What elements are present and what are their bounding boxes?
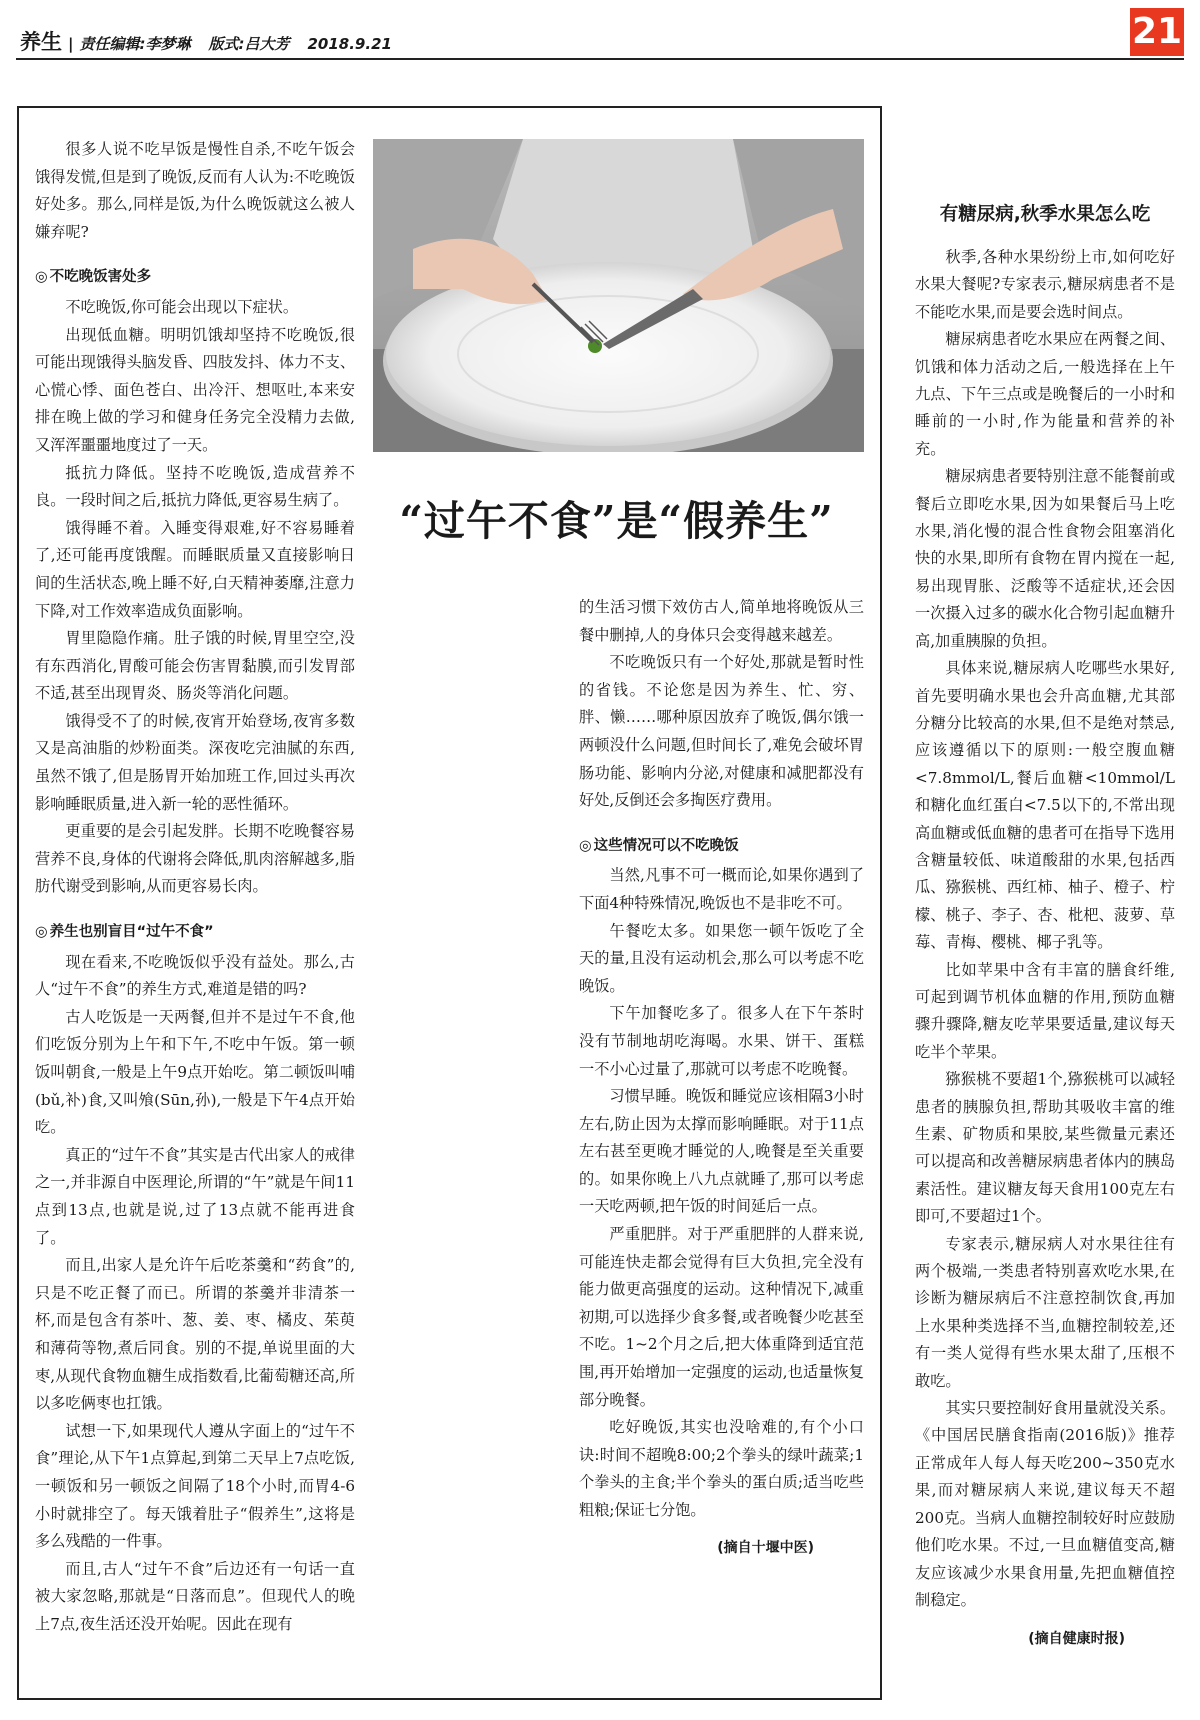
header-info bbox=[20, 26, 392, 56]
paragraph: 专家表示,糖尿病人对水果往往有两个极端,一类患者特别喜欢吃水果,在诊断为糖尿病后不注意控制饮食,再加上水果种类选择不当,血糖控制较差,还有一类人觉得有些水果太甜了,压根不敢吃。 bbox=[915, 1234, 1175, 1390]
paragraph: 古人吃饭是一天两餐,但并不是过午不食,他们吃饭分别为上午和下午,不吃中午饭。第一顿饭叫朝食,一般是上午9点开始吃。第二顿饭叫哺(bǔ,补)食,又叫飧(Sūn,孙),一般是下午4点开始吃。 bbox=[35, 1007, 355, 1137]
side-article-title: 有糖尿病,秋季水果怎么吃 bbox=[939, 204, 1151, 225]
paragraph: 严重肥胖。对于严重肥胖的人群来说,可能连快走都会觉得有巨大负担,完全没有能力做更高强度的运动。这种情况下,减重初期,可以选择少食多餐,或者晚餐少吃甚至不吃。1~2个月之后,把大体重降到适宜范围,再开始增加一定强度的运动,也适量恢复部分晚餐。 bbox=[579, 1225, 864, 1409]
subheading-text: 不吃晚饭害处多 bbox=[49, 269, 152, 286]
headline: “过午不食”是“假养生” bbox=[399, 497, 834, 545]
article-column-left bbox=[35, 136, 355, 1638]
paragraph: 不吃晚饭只有一个好处,那就是暂时性的省钱。不论您是因为养生、忙、穷、胖、懒……哪种原因放弃了晚饭,偶尔饿一两顿没什么问题,但时间长了,难免会破坏胃肠功能、影响内分泌,对健康和减肥都没有好处,反倒还会多掏医疗费用。 bbox=[579, 653, 864, 810]
paragraph: 饿得睡不着。入睡变得艰难,好不容易睡着了,还可能再度饿醒。而睡眠质量又直接影响日间的生活状态,晚上睡不好,白天精神萎靡,注意力下降,对工作效率造成负面影响。 bbox=[35, 518, 355, 620]
paragraph: 糖尿病患者要特别注意不能餐前或餐后立即吃水果,因为如果餐后马上吃水果,消化慢的混合性食物会阻塞消化快的水果,即所有食物在胃内搅在一起,易出现胃胀、泛酸等不适症状,还会因一次摄入过多的碳水化合物引起血糖升高,加重胰腺的负担。 bbox=[915, 467, 1175, 650]
paragraph: 下午加餐吃多了。很多人在下午茶时没有节制地胡吃海喝。水果、饼干、蛋糕一不小心过量了,那就可以考虑不吃晚餐。 bbox=[579, 1004, 864, 1078]
paragraph: 试想一下,如果现代人遵从字面上的“过午不食”理论,从下午1点算起,到第二天早上7点吃饭,一顿饭和另一顿饭之间隔了18个小时,而胃4-6小时就排空了。每天饿着肚子“假养生”,这将是多么残酷的一件事。 bbox=[35, 1421, 355, 1551]
header-separator: | bbox=[68, 35, 74, 53]
paragraph: 其实只要控制好食用量就没关系。《中国居民膳食指南(2016版)》推荐正常成年人每人每天吃200~350克水果,而对糖尿病人来说,建议每天不超200克。当病人血糖控制较好时应鼓励他们吃水果。不过,一旦血糖值变高,糖友应该减少水果食用量,先把血糖值控制稳定。 bbox=[915, 1399, 1175, 1609]
bullet-mark: ◎ bbox=[35, 924, 48, 941]
paragraph: 的生活习惯下效仿古人,简单地将晚饭从三餐中删掉,人的身体只会变得越来越差。 bbox=[579, 598, 864, 644]
paragraph: 现在看来,不吃晚饭似乎没有益处。那么,古人“过午不食”的养生方式,难道是错的吗? bbox=[35, 952, 355, 999]
source-credit: (摘自十堰中医) bbox=[717, 1539, 814, 1556]
paragraph: 不吃晚饭,你可能会出现以下症状。 bbox=[65, 297, 299, 316]
paragraph: 具体来说,糖尿病人吃哪些水果好,首先要明确水果也会升高血糖,尤其部分糖分比较高的水果,但不是绝对禁忌,应该遵循以下的原则:一般空腹血糖<7.8mmol/L,餐后血糖<10mmol/L和糖化血红蛋白<7.5以下的,不常出现高血糖或低血糖的患者可在指导下选用含糖量较低、味道酸甜的水果,包括西瓜、猕猴桃、西红柿、柚子、橙子、柠檬、桃子、李子、杏、枇杷、菠萝、草莓、青梅、樱桃、椰子乳等。 bbox=[915, 659, 1175, 952]
section-name: 养生 bbox=[20, 30, 62, 54]
editor-credit: 责任编辑:李梦琳 bbox=[79, 35, 191, 53]
paragraph: 当然,凡事不可一概而论,如果你遇到了下面4种特殊情况,晚饭也不是非吃不可。 bbox=[579, 866, 864, 912]
side-article-body bbox=[915, 244, 1175, 1614]
header-rule bbox=[16, 58, 1184, 60]
page-number: 21 bbox=[1130, 8, 1184, 56]
article-column-right bbox=[579, 594, 864, 1562]
subheading-text: 这些情况可以不吃晚饭 bbox=[593, 837, 739, 854]
photo-illustration bbox=[373, 139, 864, 452]
bullet-mark: ◎ bbox=[35, 269, 48, 286]
paragraph: 饿得受不了的时候,夜宵开始登场,夜宵多数又是高油脂的炒粉面类。深夜吃完油腻的东西,虽然不饿了,但是肠胃开始加班工作,回过头再次影响睡眠质量,进入新一轮的恶性循环。 bbox=[35, 711, 355, 813]
paragraph: 猕猴桃不要超1个,猕猴桃可以减轻患者的胰腺负担,帮助其吸收丰富的维生素、矿物质和果胶,某些微量元素还可以提高和改善糖尿病患者体内的胰岛素活性。建议糖友每天食用100克左右即可,不要超过1个。 bbox=[915, 1070, 1175, 1226]
paragraph: 秋季,各种水果纷纷上市,如何吃好水果大餐呢?专家表示,糖尿病患者不是不能吃水果,而是要会选时间点。 bbox=[915, 248, 1175, 321]
paragraph: 更重要的是会引起发胖。长期不吃晚餐容易营养不良,身体的代谢将会降低,肌肉溶解越多,脂肪代谢受到影响,从而更容易长肉。 bbox=[35, 822, 355, 896]
paragraph: 出现低血糖。明明饥饿却坚持不吃晚饭,很可能出现饿得头脑发昏、四肢发抖、体力不支、心慌心悸、面色苍白、出冷汗、想呕吐,本来安排在晚上做的学习和健身任务完全没精力去做,又浑浑噩噩地度过了一天。 bbox=[35, 325, 355, 454]
layout-credit: 版式:吕大芳 bbox=[208, 35, 290, 53]
main-article bbox=[17, 106, 882, 1700]
paragraph: 胃里隐隐作痛。肚子饿的时候,胃里空空,没有东西消化,胃酸可能会伤害胃黏膜,而引发胃部不适,甚至出现胃炎、肠炎等消化问题。 bbox=[35, 629, 355, 703]
source-credit: (摘自健康时报) bbox=[1028, 1631, 1125, 1648]
plate-with-fork-and-knife-photo bbox=[373, 139, 864, 452]
paragraph: 而且,古人“过午不食”后边还有一句话一直被大家忽略,那就是“日落而息”。但现代人的晚上7点,夜生活还没开始呢。因此在现有 bbox=[35, 1559, 355, 1633]
subheading bbox=[579, 833, 864, 861]
side-article bbox=[915, 200, 1175, 1648]
paragraph: 吃好晚饭,其实也没啥难的,有个小口诀:时间不超晚8:00;2个拳头的绿叶蔬菜;1个拳头的主食;半个拳头的蛋白质;适当吃些粗粮;保证七分饱。 bbox=[579, 1418, 864, 1519]
paragraph: 抵抗力降低。坚持不吃晚饭,造成营养不良。一段时间之后,抵抗力降低,更容易生病了。 bbox=[35, 463, 355, 510]
paragraph: 而且,出家人是允许午后吃茶羹和“药食”的,只是不吃正餐了而已。所谓的茶羹并非清茶一杯,而是包含有茶叶、葱、姜、枣、橘皮、茱萸和薄荷等物,煮后同食。别的不提,单说里面的大枣,从现代食物血糖生成指数看,比葡萄糖还高,所以多吃俩枣也扛饿。 bbox=[35, 1256, 355, 1413]
paragraph: 糖尿病患者吃水果应在两餐之间、饥饿和体力活动之后,一般选择在上午九点、下午三点或是晚餐后的一小时和睡前的一小时,作为能量和营养的补充。 bbox=[915, 330, 1175, 458]
paragraph: 很多人说不吃早饭是慢性自杀,不吃午饭会饿得发慌,但是到了晚饭,反而有人认为:不吃晚饭好处多。那么,同样是饭,为什么晚饭就这么被人嫌弃呢? bbox=[35, 140, 355, 241]
issue-date: 2018.9.21 bbox=[307, 35, 392, 53]
paragraph: 比如苹果中含有丰富的膳食纤维,可起到调节机体血糖的作用,预防血糖骤升骤降,糖友吃苹果要适量,建议每天吃半个苹果。 bbox=[915, 960, 1175, 1061]
page-header bbox=[16, 11, 1184, 56]
bullet-mark: ◎ bbox=[579, 837, 592, 854]
subheading bbox=[35, 264, 355, 292]
subheading-text: 养生也别盲目“过午不食” bbox=[49, 924, 214, 941]
paragraph: 真正的“过午不食”其实是古代出家人的戒律之一,并非源自中医理论,所谓的“午”就是午间11点到13点,也就是说,过了13点就不能再进食了。 bbox=[35, 1145, 355, 1247]
paragraph: 习惯早睡。晚饭和睡觉应该相隔3小时左右,防止因为太撑而影响睡眠。对于11点左右甚至更晚才睡觉的人,晚餐是至关重要的。如果你晚上八九点就睡了,那可以考虑一天吃两顿,把午饭的时间延后一点。 bbox=[579, 1087, 864, 1216]
subheading bbox=[35, 919, 355, 947]
paragraph: 午餐吃太多。如果您一顿午饭吃了全天的量,且没有运动机会,那么可以考虑不吃晚饭。 bbox=[579, 921, 864, 995]
